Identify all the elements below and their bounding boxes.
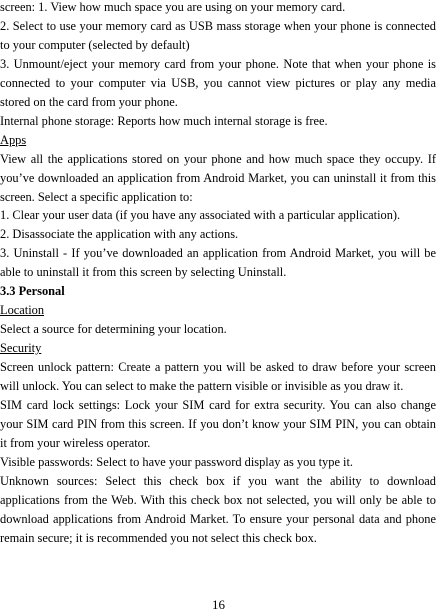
page-number: 16 <box>212 597 225 612</box>
paragraph-uninstall-app: 3. Uninstall - If you’ve downloaded an application from Android Market, you will be able to uninstall it from this screen by selecting Uninstall. <box>0 246 436 280</box>
paragraph-apps-overview: View all the applications stored on your phone and how much space they occupy. If you’ve downloaded an application from Android Market, you can uninstall it from this screen. Select a specific application to: <box>0 151 436 204</box>
paragraph-disassociate-app: 2. Disassociate the application with any actions. <box>0 227 239 242</box>
paragraph-screen-unlock-pattern: Screen unlock pattern: Create a pattern you will be asked to draw before your screen will unlock. You can select to make the pattern visible or invisible as you draw it. <box>0 360 436 394</box>
paragraph-memory-card-view: screen: 1. View how much space you are using on your memory card. <box>0 0 346 14</box>
paragraph-visible-passwords: Visible passwords: Select to have your password display as you type it. <box>0 454 354 469</box>
paragraph-internal-storage: Internal phone storage: Reports how much internal storage is free. <box>0 113 328 128</box>
paragraph-unknown-sources: Unknown sources: Select this check box if you want the ability to download applications from the Web. With this check box not selected, you will only be able to download applications from Android Market. To ensure your personal data and phone remain secure; it is recommended you not select this check box. <box>0 473 436 545</box>
paragraph-unmount-card: 3. Unmount/eject your memory card from your phone. Note that when your phone is connected to your computer via USB, you cannot view pictures or play any media stored on the card from your phone. <box>0 56 436 109</box>
section-link-apps: Apps <box>0 132 27 147</box>
section-link-location: Location <box>0 303 45 318</box>
paragraph-sim-card-lock: SIM card lock settings: Lock your SIM card for extra security. You can also change your SIM card PIN from this screen. If you don’t know your SIM PIN, you can obtain it from your wireless operator. <box>0 398 436 450</box>
paragraph-usb-mass-storage: 2. Select to use your memory card as USB mass storage when your phone is connected to your computer (selected by default) <box>0 18 436 52</box>
heading-personal: 3.3 Personal <box>0 284 65 299</box>
paragraph-clear-user-data: 1. Clear your user data (if you have any associated with a particular application). <box>0 208 401 223</box>
section-link-security: Security <box>0 341 42 356</box>
paragraph-location-source: Select a source for determining your location. <box>0 322 227 337</box>
